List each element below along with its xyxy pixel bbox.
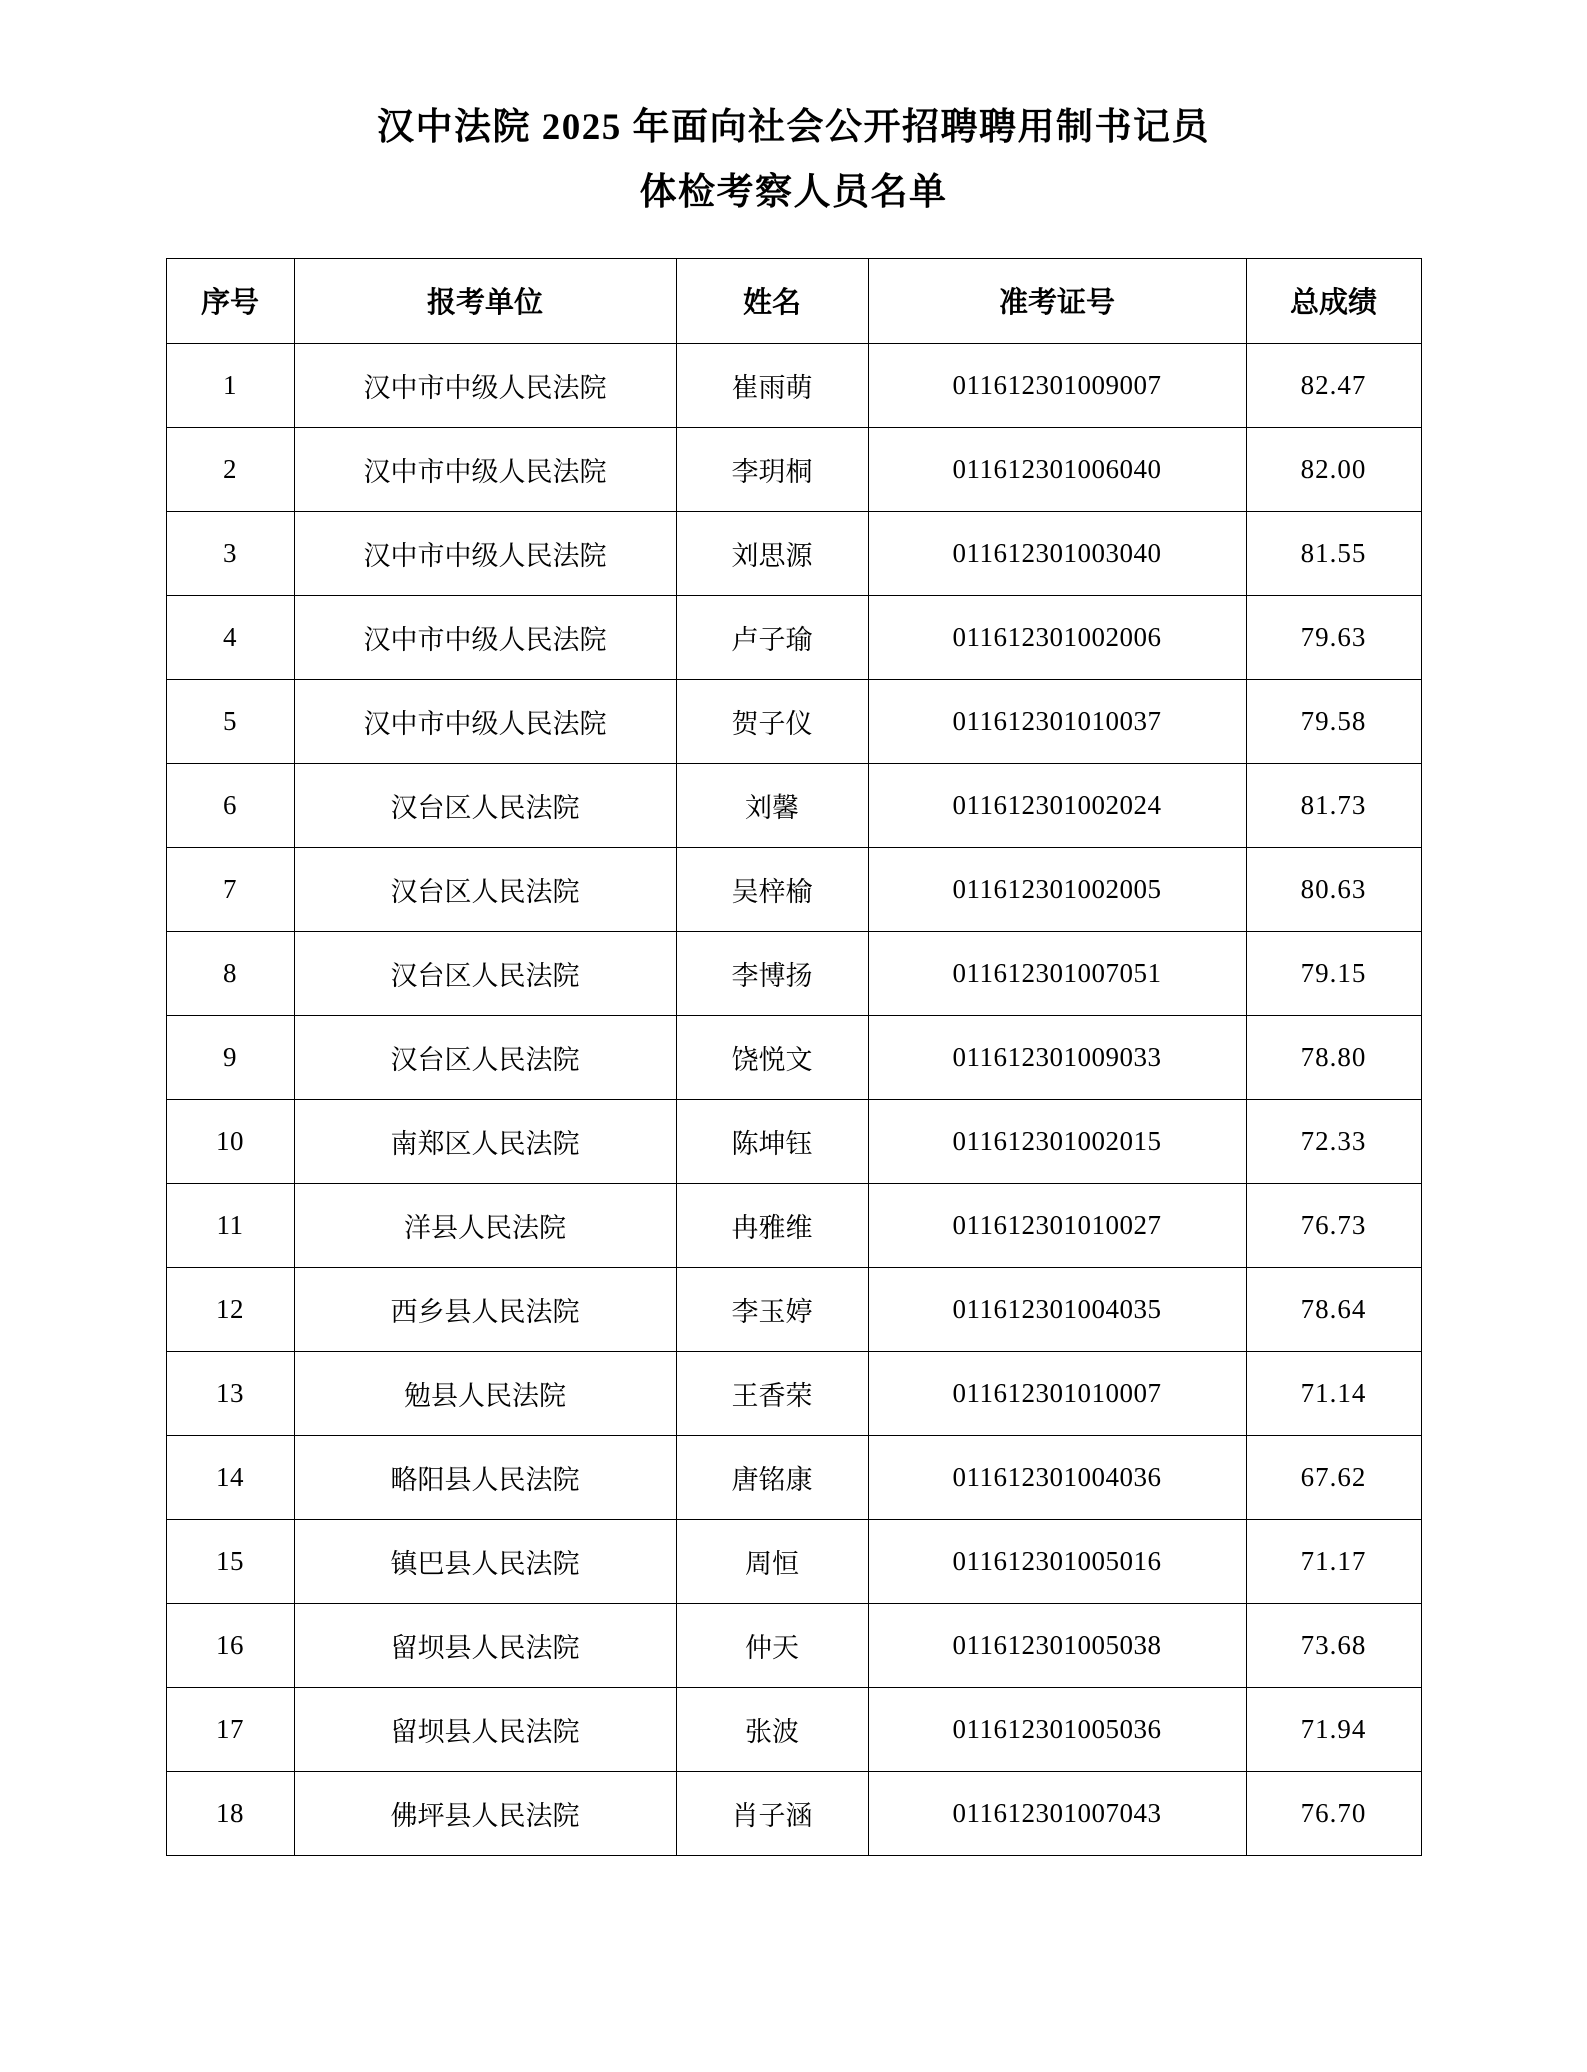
title-line-1: 汉中法院 2025 年面向社会公开招聘聘用制书记员 [377,107,1210,148]
table-row [166,595,1421,679]
cell-name: 饶悦文 [676,1015,868,1099]
cell-unit: 汉台区人民法院 [294,1015,676,1099]
column-header-score: 总成绩 [1246,258,1421,343]
cell-unit: 汉台区人民法院 [294,847,676,931]
cell-score: 71.14 [1246,1351,1421,1435]
table-row [166,343,1421,427]
cell-index: 11 [166,1183,294,1267]
cell-ticket: 011612301002006 [868,595,1246,679]
cell-unit: 佛坪县人民法院 [294,1771,676,1855]
cell-score: 72.33 [1246,1099,1421,1183]
cell-ticket: 011612301005038 [868,1603,1246,1687]
cell-index: 5 [166,679,294,763]
cell-score: 67.62 [1246,1435,1421,1519]
cell-name: 贺子仪 [676,679,868,763]
cell-name: 王香荣 [676,1351,868,1435]
cell-name: 陈坤钰 [676,1099,868,1183]
cell-unit: 略阳县人民法院 [294,1435,676,1519]
cell-name: 冉雅维 [676,1183,868,1267]
cell-unit: 汉中市中级人民法院 [294,343,676,427]
roster-table-container [0,258,1587,1856]
table-row [166,1687,1421,1771]
cell-name: 刘馨 [676,763,868,847]
cell-ticket: 011612301002015 [868,1099,1246,1183]
cell-index: 13 [166,1351,294,1435]
cell-ticket: 011612301006040 [868,427,1246,511]
cell-unit: 汉中市中级人民法院 [294,595,676,679]
cell-index: 14 [166,1435,294,1519]
cell-name: 李玥桐 [676,427,868,511]
cell-score: 78.80 [1246,1015,1421,1099]
cell-index: 18 [166,1771,294,1855]
cell-ticket: 011612301004036 [868,1435,1246,1519]
cell-unit: 洋县人民法院 [294,1183,676,1267]
cell-ticket: 011612301003040 [868,511,1246,595]
cell-index: 17 [166,1687,294,1771]
table-row [166,1351,1421,1435]
table-row [166,1267,1421,1351]
table-row [166,511,1421,595]
cell-index: 12 [166,1267,294,1351]
cell-ticket: 011612301009007 [868,343,1246,427]
table-row [166,427,1421,511]
roster-table [166,258,1422,1856]
table-row [166,763,1421,847]
table-header-row [166,258,1421,343]
cell-ticket: 011612301007051 [868,931,1246,1015]
cell-ticket: 011612301009033 [868,1015,1246,1099]
cell-score: 80.63 [1246,847,1421,931]
column-header-name: 姓名 [676,258,868,343]
table-row [166,1603,1421,1687]
cell-ticket: 011612301005016 [868,1519,1246,1603]
cell-name: 李博扬 [676,931,868,1015]
cell-score: 79.63 [1246,595,1421,679]
cell-index: 4 [166,595,294,679]
cell-name: 吴梓榆 [676,847,868,931]
cell-unit: 西乡县人民法院 [294,1267,676,1351]
cell-name: 崔雨萌 [676,343,868,427]
title-line-2: 体检考察人员名单 [639,171,948,213]
cell-ticket: 011612301002005 [868,847,1246,931]
table-row [166,679,1421,763]
table-body [166,343,1421,1855]
cell-index: 15 [166,1519,294,1603]
cell-unit: 汉台区人民法院 [294,763,676,847]
table-row [166,847,1421,931]
cell-name: 卢子瑜 [676,595,868,679]
cell-score: 73.68 [1246,1603,1421,1687]
cell-ticket: 011612301005036 [868,1687,1246,1771]
cell-unit: 汉中市中级人民法院 [294,511,676,595]
cell-name: 仲天 [676,1603,868,1687]
cell-score: 76.70 [1246,1771,1421,1855]
cell-name: 张波 [676,1687,868,1771]
cell-ticket: 011612301007043 [868,1771,1246,1855]
cell-ticket: 011612301002024 [868,763,1246,847]
table-row [166,931,1421,1015]
table-row [166,1099,1421,1183]
table-header [166,258,1421,343]
cell-score: 81.55 [1246,511,1421,595]
cell-ticket: 011612301010027 [868,1183,1246,1267]
cell-score: 82.00 [1246,427,1421,511]
cell-ticket: 011612301010037 [868,679,1246,763]
cell-index: 1 [166,343,294,427]
column-header-index: 序号 [166,258,294,343]
cell-index: 3 [166,511,294,595]
cell-score: 71.94 [1246,1687,1421,1771]
cell-unit: 汉台区人民法院 [294,931,676,1015]
cell-index: 7 [166,847,294,931]
cell-score: 81.73 [1246,763,1421,847]
cell-index: 2 [166,427,294,511]
cell-name: 唐铭康 [676,1435,868,1519]
column-header-ticket: 准考证号 [868,258,1246,343]
column-header-unit: 报考单位 [294,258,676,343]
cell-index: 10 [166,1099,294,1183]
cell-unit: 南郑区人民法院 [294,1099,676,1183]
cell-score: 71.17 [1246,1519,1421,1603]
cell-index: 9 [166,1015,294,1099]
cell-ticket: 011612301010007 [868,1351,1246,1435]
cell-index: 6 [166,763,294,847]
cell-name: 李玉婷 [676,1267,868,1351]
table-row [166,1519,1421,1603]
table-row [166,1015,1421,1099]
cell-unit: 汉中市中级人民法院 [294,427,676,511]
cell-score: 82.47 [1246,343,1421,427]
table-row [166,1435,1421,1519]
table-row [166,1183,1421,1267]
document-title [0,0,1587,226]
cell-name: 刘思源 [676,511,868,595]
cell-score: 78.64 [1246,1267,1421,1351]
cell-unit: 勉县人民法院 [294,1351,676,1435]
cell-score: 76.73 [1246,1183,1421,1267]
cell-unit: 镇巴县人民法院 [294,1519,676,1603]
cell-index: 8 [166,931,294,1015]
cell-score: 79.58 [1246,679,1421,763]
cell-unit: 汉中市中级人民法院 [294,679,676,763]
cell-index: 16 [166,1603,294,1687]
cell-name: 周恒 [676,1519,868,1603]
cell-unit: 留坝县人民法院 [294,1687,676,1771]
cell-unit: 留坝县人民法院 [294,1603,676,1687]
table-row [166,1771,1421,1855]
cell-ticket: 011612301004035 [868,1267,1246,1351]
cell-score: 79.15 [1246,931,1421,1015]
cell-name: 肖子涵 [676,1771,868,1855]
